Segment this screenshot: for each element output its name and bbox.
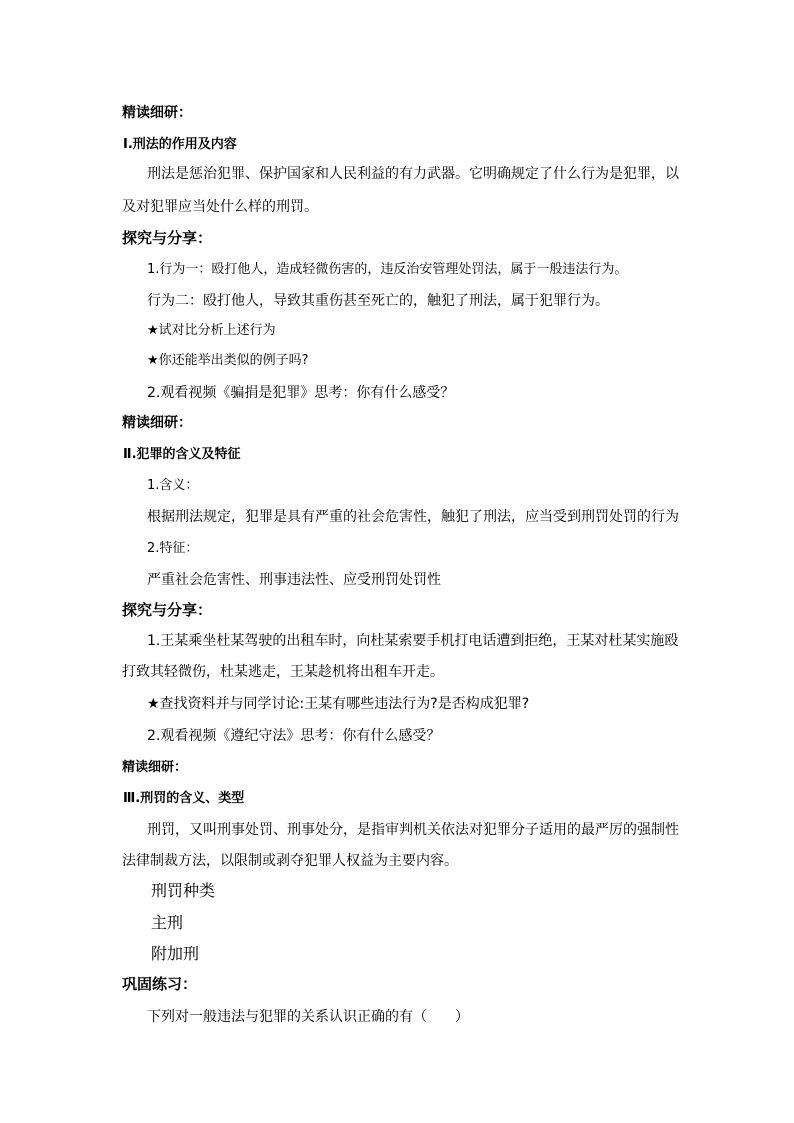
paragraph-line: 刑罚，又叫刑事处罚、刑事处分，是指审判机关依法对犯罪分子适用的最严厉的强制性 bbox=[147, 822, 679, 838]
list-item: 1.含义： bbox=[147, 478, 199, 493]
list-item-continued: 打致其轻微伤，杜某逃走，王某趁机将出租车开走。 bbox=[122, 664, 444, 680]
paragraph-line: 及对犯罪应当处什么样的刑罚。 bbox=[122, 199, 318, 215]
paragraph-line: 法律制裁方法，以限制或剥夺犯罪人权益为主要内容。 bbox=[122, 853, 458, 869]
section-heading-2: 精读细研： bbox=[122, 415, 192, 431]
features-text: 严重社会危害性、刑事违法性、应受刑罚处罚性 bbox=[147, 572, 441, 588]
list-item: 2.观看视频《骗捐是犯罪》思考：你有什么感受？ bbox=[147, 385, 455, 401]
penalty-types-title: 刑罚种类 bbox=[151, 881, 216, 900]
section-title-2: Ⅱ.犯罪的含义及特征 bbox=[123, 447, 241, 462]
list-item: 1.行为一：殴打他人，造成轻微伤害的，违反治安管理处罚法，属于一般违法行为。 bbox=[147, 262, 628, 277]
explore-heading-2: 探究与分享： bbox=[122, 601, 213, 619]
star-prompt: ★查找资料并与同学讨论:王某有哪些违法行为?是否构成犯罪? bbox=[147, 696, 530, 712]
section-heading-3: 精读细研： bbox=[122, 760, 188, 775]
list-item: 1.王某乘坐杜某驾驶的出租车时，向杜某索要手机打电话遭到拒绝，王某对杜某实施殴 bbox=[147, 633, 679, 649]
list-item: 行为二：殴打他人，导致其重伤甚至死亡的，触犯了刑法，属于犯罪行为。 bbox=[147, 293, 609, 309]
definition-text: 根据刑法规定，犯罪是具有严重的社会危害性，触犯了刑法，应当受到刑罚处罚的行为 bbox=[147, 509, 679, 525]
practice-heading: 巩固练习： bbox=[122, 975, 198, 993]
list-item: 2.特征： bbox=[147, 541, 199, 556]
list-item: 2.观看视频《遵纪守法》思考：你有什么感受？ bbox=[147, 728, 441, 744]
main-penalty: 主刑 bbox=[151, 913, 184, 932]
paragraph-line: 刑法是惩治犯罪、保护国家和人民利益的有力武器。它明确规定了什么行为是犯罪，以 bbox=[147, 166, 679, 182]
section-heading-1: 精读细研： bbox=[122, 105, 192, 121]
practice-question: 下列对一般违法与犯罪的关系认识正确的有（ ） bbox=[147, 1009, 469, 1025]
star-prompt: ★你还能举出类似的例子吗? bbox=[147, 353, 309, 368]
explore-heading-1: 探究与分享： bbox=[122, 229, 213, 247]
additional-penalty: 附加刑 bbox=[151, 944, 200, 963]
star-prompt: ★试对比分析上述行为 bbox=[147, 323, 276, 338]
section-title-1: Ⅰ.刑法的作用及内容 bbox=[123, 137, 237, 152]
section-title-3: Ⅲ.刑罚的含义、类型 bbox=[123, 791, 245, 806]
